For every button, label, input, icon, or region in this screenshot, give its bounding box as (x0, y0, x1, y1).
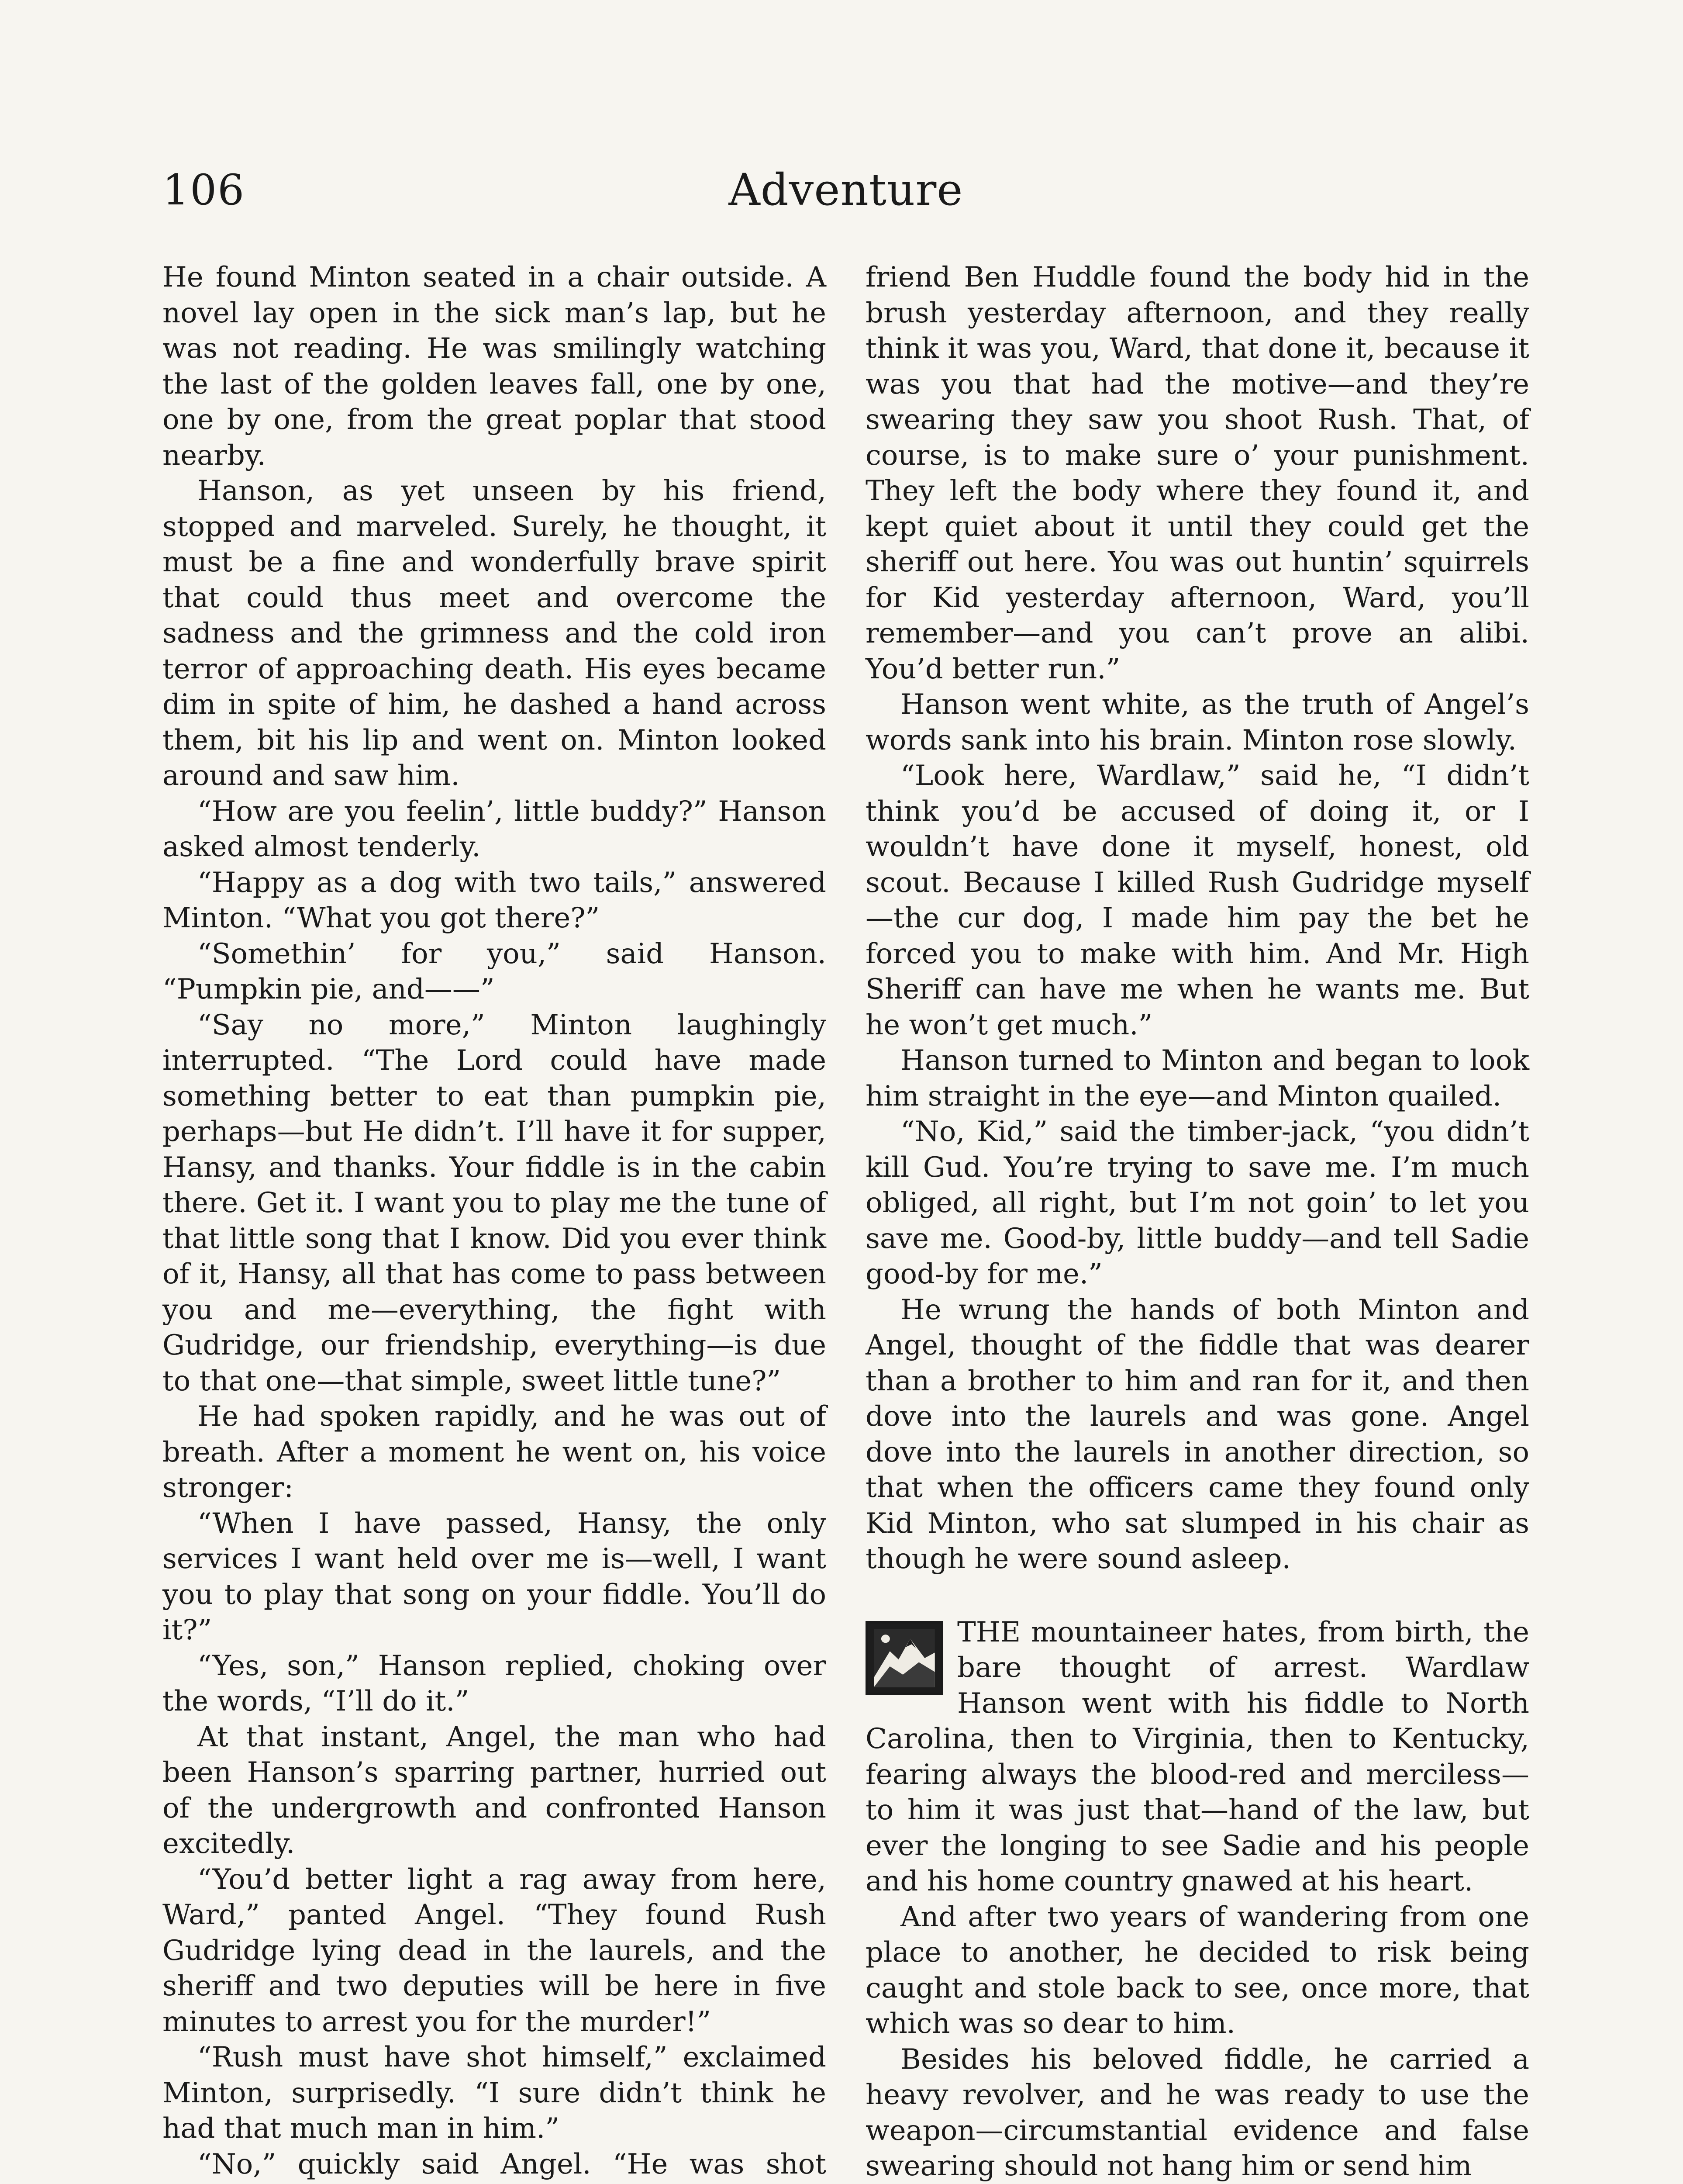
left-column (162, 260, 826, 2184)
right-column (866, 260, 1529, 2184)
section-break (866, 1577, 1529, 1615)
paragraph: “You’d better light a rag away from here, Ward,” panted Angel. “They found Rush Gudridge lying dead in the laurels, and the sheriff and two deputies will be here in five minutes to arrest you for the murder!” (162, 1863, 826, 2038)
paragraph: “No,” quickly said Angel. “He was shot (197, 2148, 826, 2181)
paragraph: Besides his beloved fiddle, he carried a heavy revolver, and he was ready to use the weapon—circumstantial evidence and false swearing should not hang him or send him (866, 2043, 1529, 2182)
paragraph: At that instant, Angel, the man who had been Hanson’s sparring partner, hurried out of the undergrowth and confronted Hanson excitedly. (162, 1721, 826, 1860)
paragraph: “Yes, son,” Hanson replied, choking over the words, “I’ll do it.” (162, 1649, 826, 1717)
paragraph: “No, Kid,” said the timber-jack, “you didn’t kill Gud. You’re trying to save me. I’m much obliged, all right, but I’m not goin’ to let you save me. Good-by, little buddy—and tell Sadie good-by for me.” (866, 1116, 1529, 1290)
paragraph: “Look here, Wardlaw,” said he, “I didn’t think you’d be accused of doing it, or I wouldn’t have done it myself, honest, old scout. Because I killed Rush Gudridge myself—the cur dog, I made him pay the bet he forced you to make with him. And Mr. High Sheriff can have me when he wants me. But he won’t get much.” (866, 760, 1529, 1041)
paragraph: Hanson went white, as the truth of Angel’s words sank into his brain. Minton rose slowly. (866, 688, 1529, 757)
paragraph: Hanson, as yet unseen by his friend, stopped and marveled. Surely, he thought, it must be a fine and wonderfully brave spirit that could thus meet and overcome the sadness and the grimness and the cold iron terror of approaching death. His eyes became dim in spite of him, he dashed a hand across them, bit his lip and went on. Minton looked around and saw him. (162, 475, 826, 792)
page-number: 106 (162, 166, 245, 214)
paragraph: He found Minton seated in a chair outside. A novel lay open in the sick man’s lap, but he was not reading. He was smilingly watching the last of the golden leaves fall, one by one, one by one, from the great poplar that stood nearby. (162, 261, 826, 472)
paragraph: “Somethin’ for you,” said Hanson. “Pumpkin pie, and——” (162, 937, 826, 1006)
paragraph: “Rush must have shot himself,” exclaimed Minton, surprisedly. “I sure didn’t think he had that much man in him.” (162, 2041, 826, 2145)
magazine-title: Adventure (728, 164, 963, 215)
paragraph: “When I have passed, Hansy, the only services I want held over me is—well, I want you to play that song on your fiddle. You’ll do it?” (162, 1507, 826, 1646)
paragraph: “Say no more,” Minton laughingly interrupted. “The Lord could have made something better to eat than pumpkin pie, perhaps—but He didn’t. I’ll have it for supper, Hansy, and thanks. Your fiddle is in the cabin there. Get it. I want you to play me the tune of that little song that I know. Did you ever think of it, Hansy, all that has come to pass between you and me—everything, the fight with Gudridge, our friendship, everything—is due to that one—that simple, sweet little tune?” (162, 1009, 826, 1397)
page-header (162, 162, 1529, 218)
mountain-vignette-icon (866, 1621, 943, 1695)
paragraph: “Happy as a dog with two tails,” answered Minton. “What you got there?” (162, 866, 826, 934)
paragraph: “How are you feelin’, little buddy?” Hanson asked almost tenderly. (162, 795, 826, 863)
paragraph: Hanson turned to Minton and began to look him straight in the eye—and Minton quailed. (866, 1044, 1529, 1113)
paragraph: friend Ben Huddle found the body hid in the brush yesterday afternoon, and they really think it was you, Ward, that done it, because it was you that had the motive—and they’re swearing they saw you shoot Rush. That, of course, is to make sure o’ your punishment. They left the body where they found it, and kept quiet about it until they could get the sheriff out here. You was out huntin’ squirrels for Kid yesterday afternoon, Ward, you’ll remember—and you can’t prove an alibi. You’d better run.” (866, 261, 1529, 685)
paragraph: He had spoken rapidly, and he was out of breath. After a moment he went on, his voice stronger: (162, 1400, 826, 1504)
paragraph: THE mountaineer hates, from birth, the bare thought of arrest. Wardlaw Hanson went with his fiddle to North Carolina, then to Virginia, then to Kentucky, fearing always the blood-red and merciless—to him it was just that—hand of the law, but ever the longing to see Sadie and his people and his home country gnawed at his heart. (866, 1616, 1529, 1897)
paragraph: And after two years of wandering from one place to another, he decided to risk being caught and stole back to see, once more, that which was so dear to him. (866, 1901, 1529, 2040)
paragraph: He wrung the hands of both Minton and Angel, thought of the fiddle that was dearer than a brother to him and ran for it, and then dove into the laurels and was gone. Angel dove into the laurels in another direction, so that when the officers came they found only Kid Minton, who sat slumped in his chair as though he were sound asleep. (866, 1293, 1529, 1575)
